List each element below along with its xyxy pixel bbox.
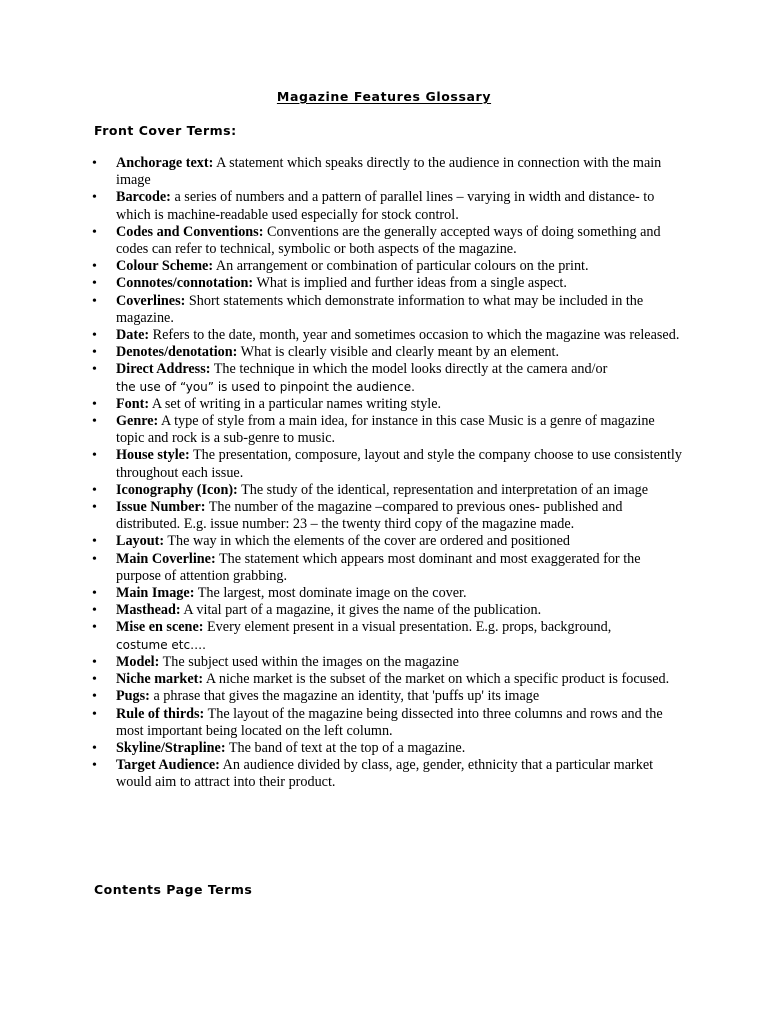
term-name: Model: [116,653,160,670]
glossary-item [92,275,684,292]
bullet-icon: • [92,345,97,361]
term-name: Connotes/connotation: [116,275,254,292]
term-name: Anchorage text: [116,155,214,171]
term-name: Niche market: [116,671,204,688]
glossary-item [92,706,684,740]
bullet-icon: • [92,620,97,636]
bullet-icon: • [92,603,97,619]
glossary-item [92,757,684,791]
glossary-item [92,619,684,653]
term-definition: Refers to the date, month, year and sometimes occasion to which the magazine was released. [149,327,680,344]
term-name: Font: [116,395,150,412]
term-definition-continued: costume etc…. [116,637,206,652]
front-cover-heading: Front Cover Terms: [94,123,237,138]
term-definition: a series of numbers and a pattern of parallel lines – varying in width and distance- to which is machine-readable used especially for stock control. [116,189,655,223]
term-definition: a phrase that gives the magazine an identity, that 'puffs up' its image [149,688,540,705]
term-name: Skyline/Strapline: [116,739,226,756]
bullet-icon: • [92,190,97,206]
term-name: Mise en scene: [116,619,204,636]
term-definition: An audience divided by class, age, gender, ethnicity that a particular market would aim to attract into their product. [116,757,654,791]
page-title: Magazine Features Glossary [276,89,492,104]
glossary-item [92,602,684,619]
term-name: Main Coverline: [116,550,216,567]
term-definition: The way in which the elements of the cover are ordered and positioned [164,533,571,550]
bullet-icon: • [92,276,97,292]
term-definition: The largest, most dominate image on the cover. [194,585,467,602]
term-definition: The study of the identical, representation and interpretation of an image [237,481,649,498]
term-name: Iconography (Icon): [116,481,238,498]
glossary-item [92,533,684,550]
glossary-item [92,189,684,223]
term-definition: A set of writing in a particular names writing style. [149,395,442,412]
bullet-icon: • [92,293,97,309]
term-definition: A vital part of a magazine, it gives the name of the publication. [180,602,542,619]
term-definition: The band of text at the top of a magazine. [225,739,466,756]
bullet-icon: • [92,362,97,378]
bullet-icon: • [92,328,97,344]
term-definition: Conventions are the generally accepted ways of doing something and codes can refer to technical, symbolic or both aspects of the magazine. [116,223,661,258]
glossary-item [92,482,684,499]
term-name: Rule of thirds: [116,705,205,722]
bullet-icon: • [92,396,97,412]
bullet-icon: • [92,758,97,774]
glossary-item [92,258,684,275]
term-definition: The subject used within the images on the magazine [159,653,459,670]
term-definition: Every element present in a visual presentation. E.g. props, background, [203,619,612,636]
term-definition: The statement which appears most dominant and most exaggerated for the purpose of attention grabbing. [116,550,641,584]
term-definition: What is implied and further ideas from a single aspect. [253,275,567,292]
term-name: Masthead: [116,602,181,619]
glossary-item [92,293,684,327]
glossary-item [92,585,684,602]
term-definition: The presentation, composure, layout and style the company choose to use consistently throughout each issue. [116,447,682,481]
glossary-item [92,499,684,533]
bullet-icon: • [92,156,97,171]
term-name: Issue Number: [116,499,206,516]
term-name: Main Image: [116,585,195,602]
term-definition: What is clearly visible and clearly meant by an element. [237,344,559,361]
glossary-item [92,155,684,189]
front-cover-term-list [92,155,684,792]
glossary-item [92,654,684,671]
term-name: Coverlines: [116,292,186,309]
bullet-icon: • [92,706,97,722]
bullet-icon: • [92,689,97,705]
term-name: Genre: [116,413,159,430]
bullet-icon: • [92,259,97,275]
bullet-icon: • [92,414,97,430]
glossary-item [92,551,684,585]
term-definition: The number of the magazine –compared to previous ones- published and distributed. E.g. issue number: 23 – the twenty third copy of the magazine made. [116,499,623,533]
term-name: Layout: [116,533,165,550]
glossary-item [92,396,684,413]
bullet-icon: • [92,448,97,464]
bullet-icon: • [92,740,97,756]
term-definition-continued: the use of “you” is used to pinpoint the audience. [116,379,415,394]
glossary-item [92,327,684,344]
glossary-item [92,344,684,361]
glossary-item [92,224,684,258]
glossary-item [92,740,684,757]
term-definition: The technique in which the model looks directly at the camera and/or [210,361,608,378]
glossary-item [92,671,684,688]
term-name: Date: [116,327,150,344]
bullet-icon: • [92,586,97,602]
glossary-item [92,447,684,481]
term-name: Denotes/denotation: [116,344,238,361]
bullet-icon: • [92,654,97,670]
bullet-icon: • [92,551,97,567]
term-name: Direct Address: [116,361,211,378]
term-definition: Short statements which demonstrate information to what may be included in the magazine. [116,292,644,326]
term-name: Colour Scheme: [116,258,214,275]
glossary-item [92,688,684,705]
term-definition: An arrangement or combination of particular colours on the print. [213,258,589,275]
term-name: House style: [116,447,190,464]
bullet-icon: • [92,482,97,498]
term-name: Target Audience: [116,757,220,774]
glossary-item [92,361,684,395]
bullet-icon: • [92,500,97,516]
glossary-item [92,413,684,447]
term-definition: A statement which speaks directly to the audience in connection with the main image [116,155,662,189]
bullet-icon: • [92,224,97,240]
term-definition: A type of style from a main idea, for instance in this case Music is a genre of magazine topic and rock is a sub-genre to music. [116,413,655,447]
term-name: Codes and Conventions: [116,223,264,240]
term-definition: A niche market is the subset of the market on which a specific product is focused. [203,671,670,688]
bullet-icon: • [92,534,97,550]
bullet-icon: • [92,672,97,688]
term-definition: The layout of the magazine being dissected into three columns and rows and the most important being located on the left column. [116,705,663,739]
term-name: Pugs: [116,688,150,705]
term-name: Barcode: [116,189,171,206]
contents-page-heading: Contents Page Terms [94,882,253,897]
